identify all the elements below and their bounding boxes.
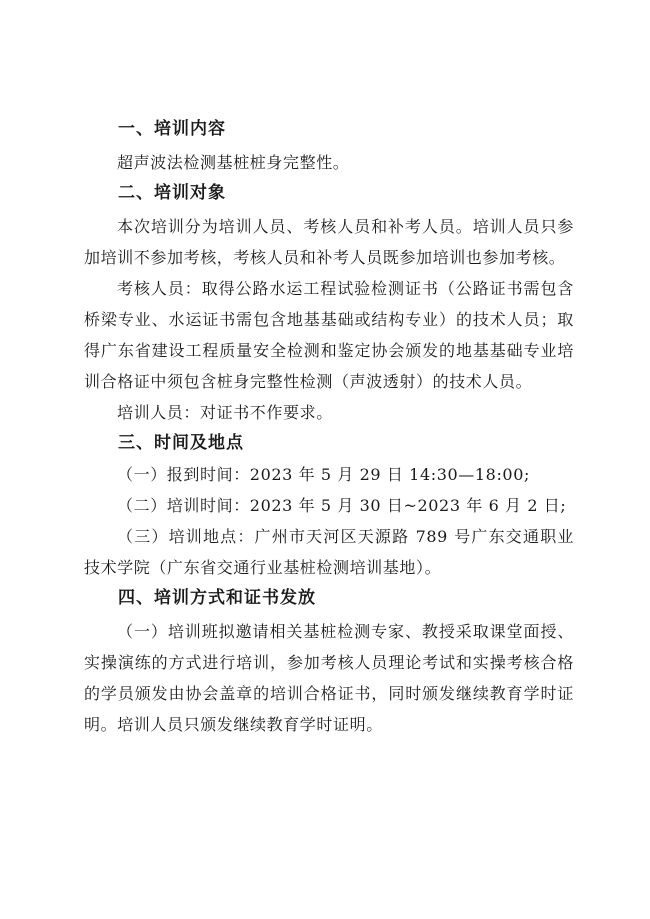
paragraph-assessment-personnel: 考核人员：取得公路水运工程试验检测证书（公路证书需包含桥梁专业、水运证书需包含地基基础或结构专业）的技术人员；取得广东省建设工程质量安全检测和鉴定协会颁发的地基基础专业培训合格证中须包含桩身完整性检测（声波透射）的技术人员。 <box>84 279 574 391</box>
paragraph-training-method: （一）培训班拟邀请相关基桩检测专家、教授采取课堂面授、实操演练的方式进行培训，参加考核人员理论考试和实操考核合格的学员颁发由协会盖章的培训合格证书，同时颁发继续教育学时证明。培训人员只颁发继续教育学时证明。 <box>84 622 574 734</box>
paragraph-training-personnel: 培训人员：对证书不作要求。 <box>117 403 333 422</box>
paragraph-registration-time: （一）报到时间：2023 年 5 月 29 日 14:30—18:00; <box>117 465 530 484</box>
section-heading-method-certificate: 四、培训方式和证书发放 <box>118 588 316 608</box>
section-heading-training-target: 二、培训对象 <box>118 183 226 203</box>
section-heading-training-content: 一、培训内容 <box>118 119 226 139</box>
paragraph-training-location: （三）培训地点：广州市天河区天源路 789 号广东交通职业技术学院（广东省交通行业基桩检测培训基地）。 <box>84 527 574 577</box>
document-body <box>84 114 574 740</box>
section-heading-time-location: 三、时间及地点 <box>118 433 244 453</box>
paragraph-training-content: 超声波法检测基桩桩身完整性。 <box>117 153 350 172</box>
paragraph-training-time: （二）培训时间：2023 年 5 月 30 日~2023 年 6 月 2 日; <box>117 496 567 515</box>
paragraph-training-categories: 本次培训分为培训人员、考核人员和补考人员。培训人员只参加培训不参加考核，考核人员和补考人员既参加培训也参加考核。 <box>84 217 574 267</box>
